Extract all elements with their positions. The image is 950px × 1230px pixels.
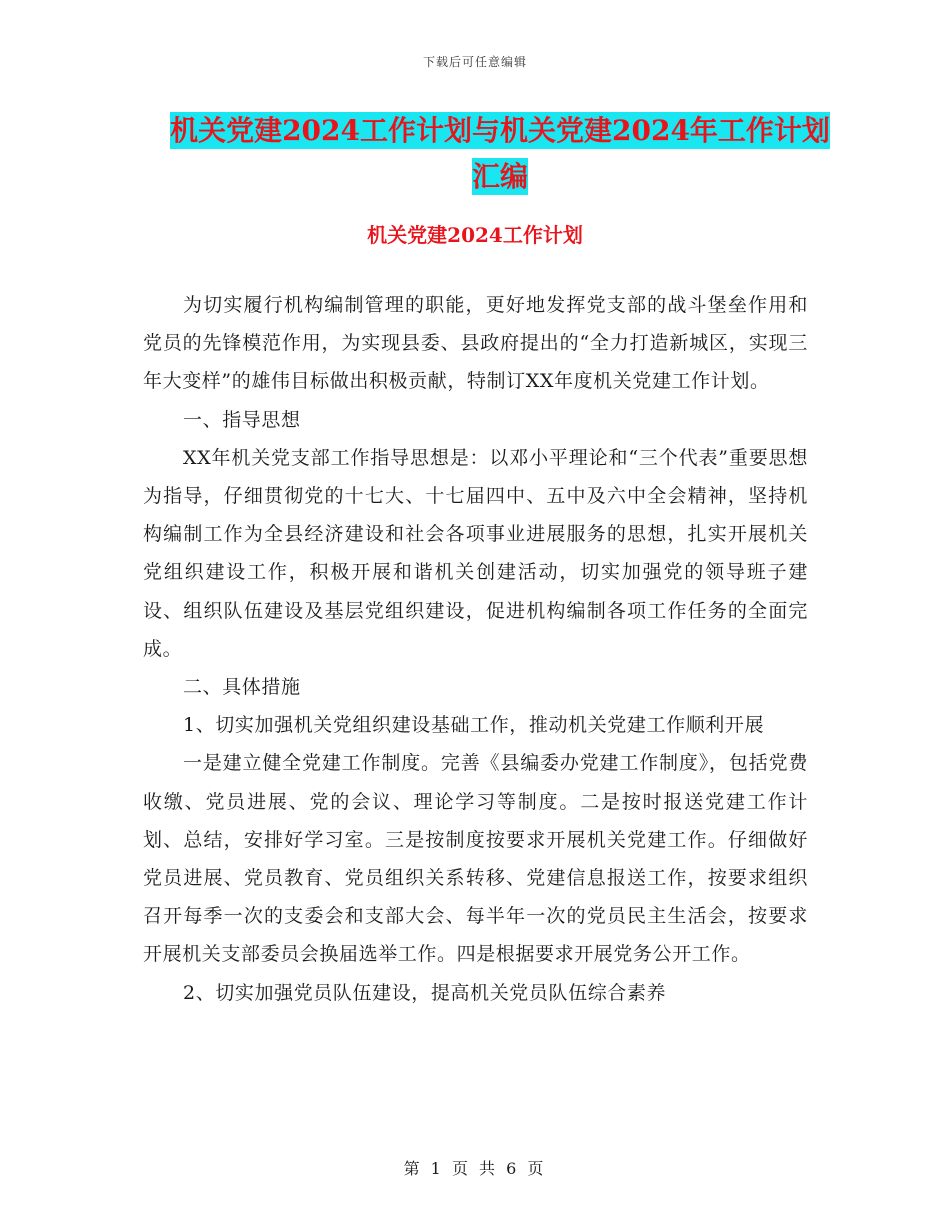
document-title-line-2: 汇编: [471, 160, 528, 193]
paragraph-guiding-ideology: XX年机关党支部工作指导思想是：以邓小平理论和“三个代表”重要思想为指导，仔细贯彻党的十七大、十七届四中、五中及六中全会精神，坚持机构编制工作为全县经济建设和社会各项事业进展服务的思想，扎实开展机关党组织建设工作，积极开展和谐机关创建活动，切实加强党的领导班子建设、组织队伍建设及基层党组织建设，促进机构编制各项工作任务的全面完成。: [143, 446, 808, 660]
heading-measure-2: 2、切实加强党员队伍建设，提高机关党员队伍综合素养: [183, 981, 667, 1004]
heading-guiding-ideology: 一、指导思想: [183, 408, 301, 431]
body-text: [143, 286, 808, 1012]
heading-specific-measures: 二、具体措施: [183, 676, 301, 699]
document-title-line-1: 机关党建2024工作计划与机关党建2024年工作计划: [170, 114, 830, 147]
header-note: 下载后可任意编辑: [422, 55, 527, 69]
page-footer: 第 1 页 共 6 页: [403, 1159, 547, 1178]
heading-measure-1: 1、切实加强机关党组织建设基础工作，推动机关党建工作顺利开展: [183, 714, 765, 737]
section-title: 机关党建2024工作计划: [367, 223, 583, 247]
paragraph-intro: 为切实履行机构编制管理的职能，更好地发挥党支部的战斗堡垒作用和党员的先锋模范作用，为实现县委、县政府提出的“全力打造新城区，实现三年大变样”的雄伟目标做出积极贡献，特制订XX年度机关党建工作计划。: [143, 294, 808, 393]
document-title: [140, 108, 860, 200]
paragraph-measure-1: 一是建立健全党建工作制度。完善《县编委办党建工作制度》，包括党费收缴、党员进展、党的会议、理论学习等制度。二是按时报送党建工作计划、总结，安排好学习室。三是按制度按要求开展机关党建工作。仔细做好党员进展、党员教育、党员组织关系转移、党建信息报送工作，按要求组织召开每季一次的支委会和支部大会、每半年一次的党员民主生活会，按要求开展机关支部委员会换届选举工作。四是根据要求开展党务公开工作。: [143, 752, 808, 966]
